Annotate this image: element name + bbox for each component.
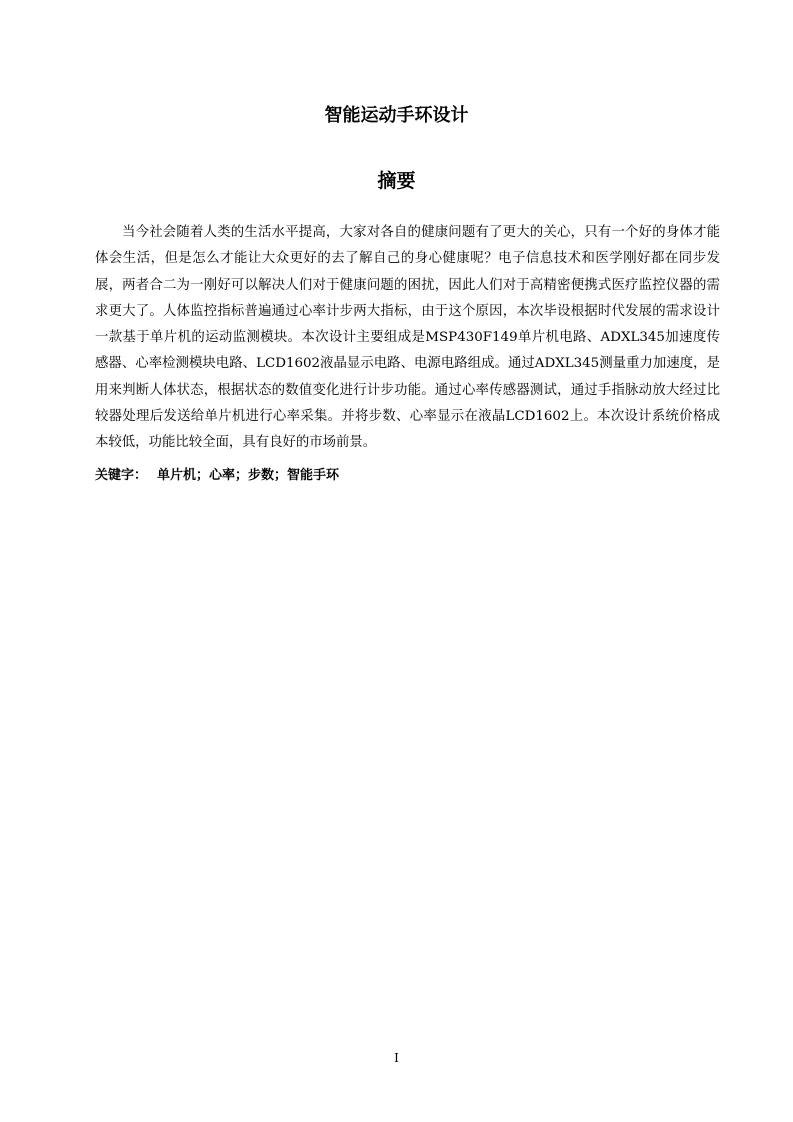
keywords-line xyxy=(95,466,720,486)
document-title: 智能运动手环设计 xyxy=(324,105,469,126)
keywords-label: 关键字： xyxy=(95,468,148,483)
abstract-heading: 摘要 xyxy=(377,170,416,192)
page-number: I xyxy=(394,1051,399,1065)
abstract-paragraph: 当今社会随着人类的生活水平提高，大家对各自的健康问题有了更大的关心，只有一个好的身体才能体会生活，但是怎么才能让大众更好的去了解自己的身心健康呢？电子信息技术和医学刚好都在同步发展，两者合二为一刚好可以解决人们对于健康问题的困扰，因此人们对于高精密便携式医疗监控仪器的需求更大了。人体监控指标普遍通过心率计步两大指标，由于这个原因，本次毕设根据时代发展的需求设计一款基于单片机的运动监测模块。本次设计主要组成是MSP430F149单片机电路、ADXL345加速度传感器、心率检测模块电路、LCD1602液晶显示电路、电源电路组成。通过ADXL345测量重力加速度，是用来判断人体状态，根据状态的数值变化进行计步功能。通过心率传感器测试，通过手指脉动放大经过比较器处理后发送给单片机进行心率采集。并将步数、心率显示在液晶LCD1602上。本次设计系统价格成本较低，功能比较全面，具有良好的市场前景。 xyxy=(95,225,720,451)
keywords-value: 单片机；心率；步数；智能手环 xyxy=(157,468,340,483)
